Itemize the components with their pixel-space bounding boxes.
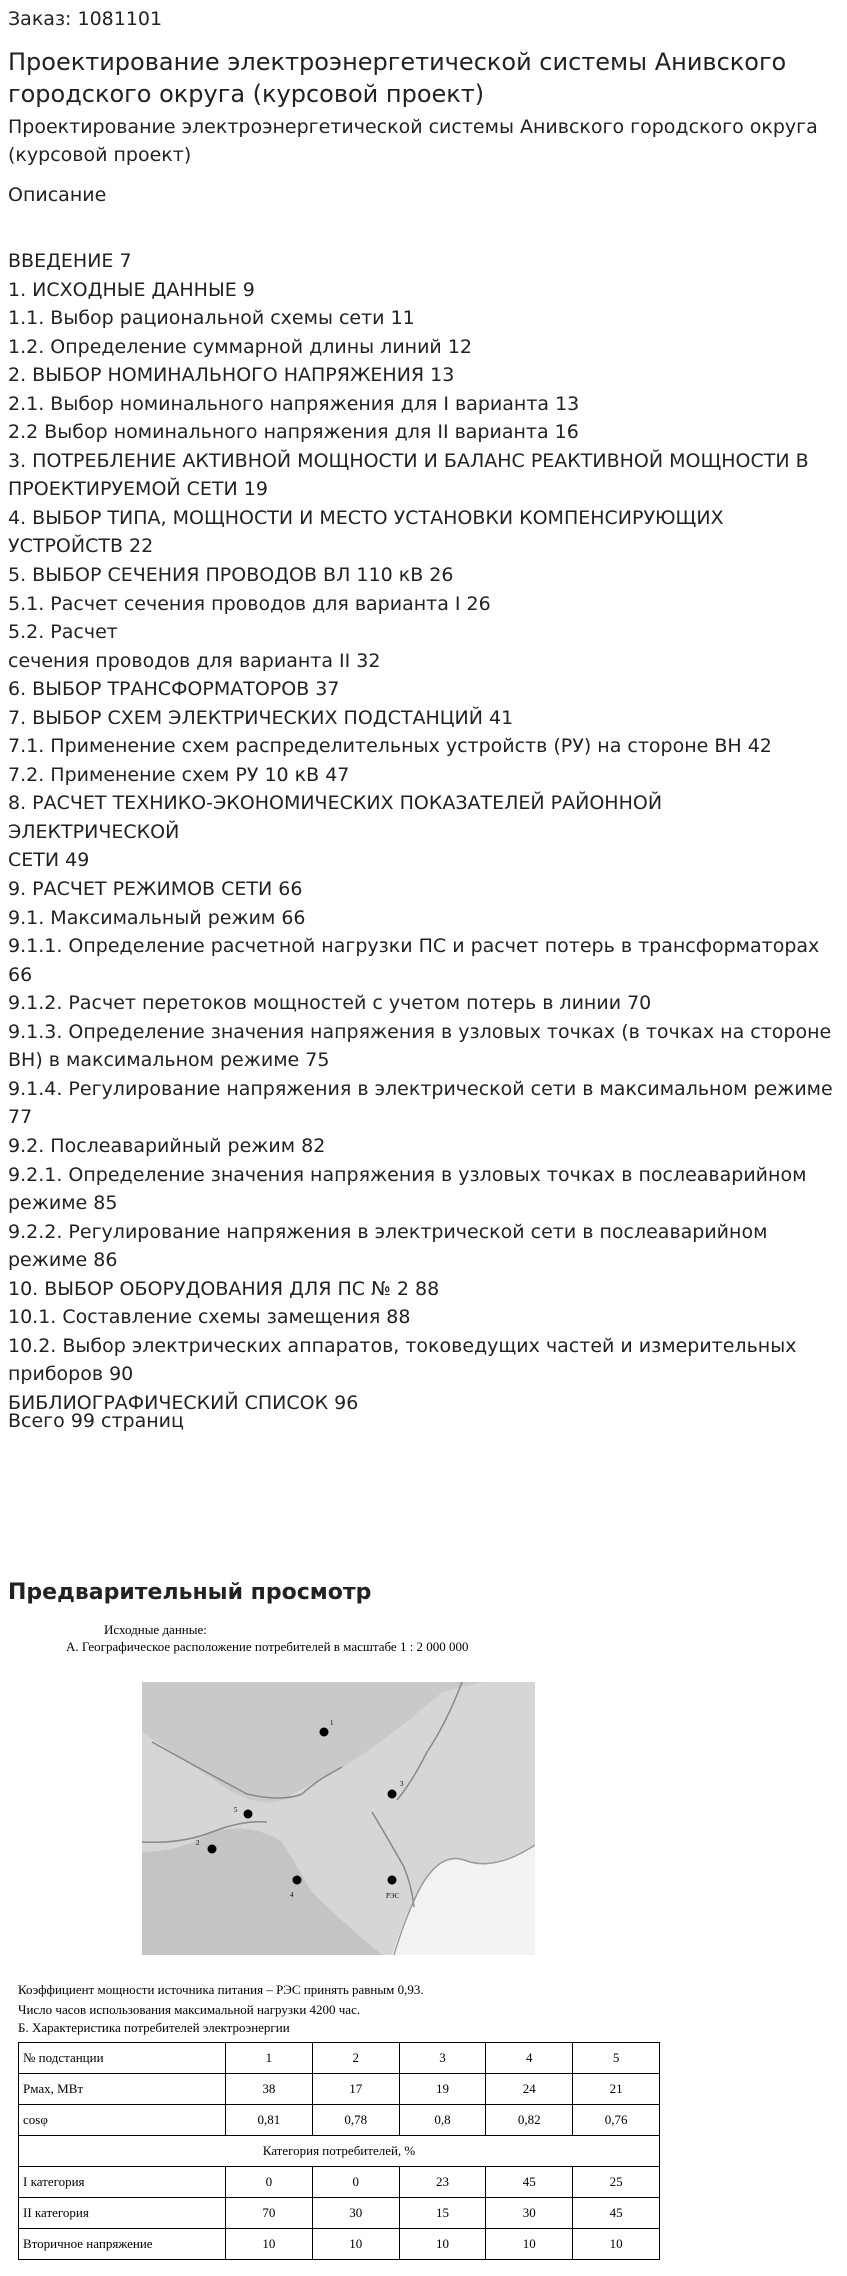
substation-label: 2 <box>196 1839 200 1847</box>
table-cell: I категория <box>19 2167 226 2198</box>
power-source-label: РЭС <box>386 1892 400 1900</box>
toc-line: 2.2 Выбор номинального напряжения для II варианта 16 <box>8 421 579 444</box>
toc-line: 5.2. Расчет <box>8 621 118 644</box>
substation-point <box>293 1876 302 1885</box>
table-cell: 24 <box>486 2074 573 2105</box>
table-cell: 21 <box>573 2074 660 2105</box>
table-cell: 5 <box>573 2043 660 2074</box>
table-cell: 30 <box>312 2198 399 2229</box>
table-cell: II категория <box>19 2198 226 2229</box>
table-cell: 10 <box>312 2229 399 2260</box>
table-cell: 70 <box>226 2198 313 2229</box>
substation-point <box>244 1810 253 1819</box>
order-number: Заказ: 1081101 <box>8 8 163 30</box>
toc-line: 6. ВЫБОР ТРАНСФОРМАТОРОВ 37 <box>8 678 340 701</box>
preview-heading: Предварительный просмотр <box>8 1580 372 1605</box>
preview-line: Б. Характеристика потребителей электроэнергии <box>18 2020 290 2035</box>
toc-line: 5.1. Расчет сечения проводов для варианта I 26 <box>8 592 491 615</box>
preview-line: Коэффициент мощности источника питания – РЭС принять равным 0,93. <box>18 1982 424 1997</box>
table-row <box>19 2105 660 2136</box>
table-cell: № подстанции <box>19 2043 226 2074</box>
table-cell: 10 <box>399 2229 486 2260</box>
toc-line: 1.1. Выбор рациональной схемы сети 11 <box>8 307 415 330</box>
toc-line: 9.1.3. Определение значения напряжения в узловых точках (в точках на стороне <box>8 1020 832 1043</box>
toc-line: 7. ВЫБОР СХЕМ ЭЛЕКТРИЧЕСКИХ ПОДСТАНЦИЙ 41 <box>8 706 514 729</box>
table-cell: Вторичное напряжение <box>19 2229 226 2260</box>
table-cell: 15 <box>399 2198 486 2229</box>
preview-line: Число часов использования максимальной нагрузки 4200 час. <box>18 2002 361 2017</box>
substation-point <box>320 1728 329 1737</box>
table-cell: 0 <box>312 2167 399 2198</box>
table-row <box>19 2074 660 2105</box>
toc-line: приборов 90 <box>8 1363 134 1386</box>
toc-line: ВВЕДЕНИЕ 7 <box>8 250 132 272</box>
page-title: Проектирование электроэнергетической системы Анивского городского округа (курсовой проект) <box>8 48 787 108</box>
table-row <box>19 2043 660 2074</box>
toc-line: 7.1. Применение схем распределительных устройств (РУ) на стороне ВН 42 <box>8 735 772 758</box>
preview-line: Исходные данные: <box>104 1622 207 1637</box>
table-cell: 0,76 <box>573 2105 660 2136</box>
table-cell: 30 <box>486 2198 573 2229</box>
consumers-table <box>18 2042 660 2260</box>
toc-line: 9.2.2. Регулирование напряжения в электрической сети в послеаварийном <box>8 1220 768 1243</box>
toc-line: 8. РАСЧЕТ ТЕХНИКО-ЭКОНОМИЧЕСКИХ ПОКАЗАТЕЛЕЙ РАЙОННОЙ ЭЛЕКТРИЧЕСКОЙ <box>8 792 663 843</box>
table-cell: 45 <box>573 2198 660 2229</box>
toc-line: 5. ВЫБОР СЕЧЕНИЯ ПРОВОДОВ ВЛ 110 кВ 26 <box>8 564 454 587</box>
preview-scan <box>0 1618 847 2276</box>
toc-line: ПРОЕКТИРУЕМОЙ СЕТИ 19 <box>8 478 268 501</box>
toc-line: ВН) в максимальном режиме 75 <box>8 1049 330 1072</box>
table-cell: 10 <box>486 2229 573 2260</box>
table-cell: cosφ <box>19 2105 226 2136</box>
table-cell: 10 <box>573 2229 660 2260</box>
toc-line: 9.1.1. Определение расчетной нагрузки ПС и расчет потерь в трансформаторах <box>8 935 820 958</box>
substation-label: 5 <box>234 1806 238 1814</box>
toc-line: 77 <box>8 1106 33 1129</box>
table-of-contents <box>8 247 838 1417</box>
substation-label: 3 <box>400 1780 404 1788</box>
table-cell: 0,82 <box>486 2105 573 2136</box>
table-cell: 0 <box>226 2167 313 2198</box>
table-cell: 45 <box>486 2167 573 2198</box>
toc-line: УСТРОЙСТВ 22 <box>8 535 154 558</box>
toc-line: 3. ПОТРЕБЛЕНИЕ АКТИВНОЙ МОЩНОСТИ И БАЛАНС РЕАКТИВНОЙ МОЩНОСТИ В <box>8 449 809 472</box>
toc-line: 10. ВЫБОР ОБОРУДОВАНИЯ ДЛЯ ПС № 2 88 <box>8 1277 440 1300</box>
toc-line: 2. ВЫБОР НОМИНАЛЬНОГО НАПРЯЖЕНИЯ 13 <box>8 364 455 387</box>
table-cell: 38 <box>226 2074 313 2105</box>
substation-point <box>208 1845 217 1854</box>
table-cell: Категория потребителей, % <box>19 2136 660 2167</box>
toc-line: 10.2. Выбор электрических аппаратов, токоведущих частей и измерительных <box>8 1334 797 1357</box>
table-cell: 25 <box>573 2167 660 2198</box>
table-row <box>19 2167 660 2198</box>
table-cell: 23 <box>399 2167 486 2198</box>
table-cell: 17 <box>312 2074 399 2105</box>
substation-label: 1 <box>330 1719 334 1727</box>
toc-line: БИБЛИОГРАФИЧЕСКИЙ СПИСОК 96 <box>8 1391 359 1414</box>
table-row <box>19 2229 660 2260</box>
toc-line: 9. РАСЧЕТ РЕЖИМОВ СЕТИ 66 <box>8 878 303 901</box>
substation-label: 4 <box>290 1891 294 1899</box>
table-cell: 0,8 <box>399 2105 486 2136</box>
toc-line: 7.2. Применение схем РУ 10 кВ 47 <box>8 763 350 786</box>
toc-line: 9.1.4. Регулирование напряжения в электрической сети в максимальном режиме <box>8 1077 833 1100</box>
toc-line: режиме 86 <box>8 1249 118 1272</box>
table-cell: 19 <box>399 2074 486 2105</box>
toc-line: 4. ВЫБОР ТИПА, МОЩНОСТИ И МЕСТО УСТАНОВКИ КОМПЕНСИРУЮЩИХ <box>8 506 724 529</box>
table-cell: 10 <box>226 2229 313 2260</box>
power-source-point <box>388 1876 397 1885</box>
toc-line: 9.1. Максимальный режим 66 <box>8 906 306 929</box>
toc-line: 9.1.2. Расчет перетоков мощностей с учетом потерь в линии 70 <box>8 992 652 1015</box>
toc-line: СЕТИ 49 <box>8 849 90 872</box>
table-row <box>19 2198 660 2229</box>
page-subtitle: Проектирование электроэнергетической системы Анивского городского округа (курсовой проект) <box>8 116 818 166</box>
toc-line: 9.2. Послеаварийный режим 82 <box>8 1134 326 1157</box>
preview-line: А. Географическое расположение потребителей в масштабе 1 : 2 000 000 <box>66 1639 469 1654</box>
toc-line: 66 <box>8 963 33 986</box>
table-cell: 0,81 <box>226 2105 313 2136</box>
substation-point <box>388 1790 397 1799</box>
toc-line: 1.2. Определение суммарной длины линий 12 <box>8 335 472 358</box>
description-heading: Описание <box>8 184 107 206</box>
toc-line: сечения проводов для варианта II 32 <box>8 649 381 672</box>
table-cell: 2 <box>312 2043 399 2074</box>
toc-line: 2.1. Выбор номинального напряжения для I варианта 13 <box>8 392 580 415</box>
toc-line: 9.2.1. Определение значения напряжения в узловых точках в послеаварийном <box>8 1163 807 1186</box>
table-cell: 3 <box>399 2043 486 2074</box>
table-cell: 0,78 <box>312 2105 399 2136</box>
geographic-map <box>142 1682 535 1955</box>
toc-line: 10.1. Составление схемы замещения 88 <box>8 1306 411 1329</box>
toc-line: 1. ИСХОДНЫЕ ДАННЫЕ 9 <box>8 278 255 301</box>
table-row <box>19 2136 660 2167</box>
table-cell: 1 <box>226 2043 313 2074</box>
toc-line: режиме 85 <box>8 1192 118 1215</box>
table-cell: Pмах, МВт <box>19 2074 226 2105</box>
total-pages: Всего 99 страниц <box>8 1410 184 1432</box>
table-cell: 4 <box>486 2043 573 2074</box>
